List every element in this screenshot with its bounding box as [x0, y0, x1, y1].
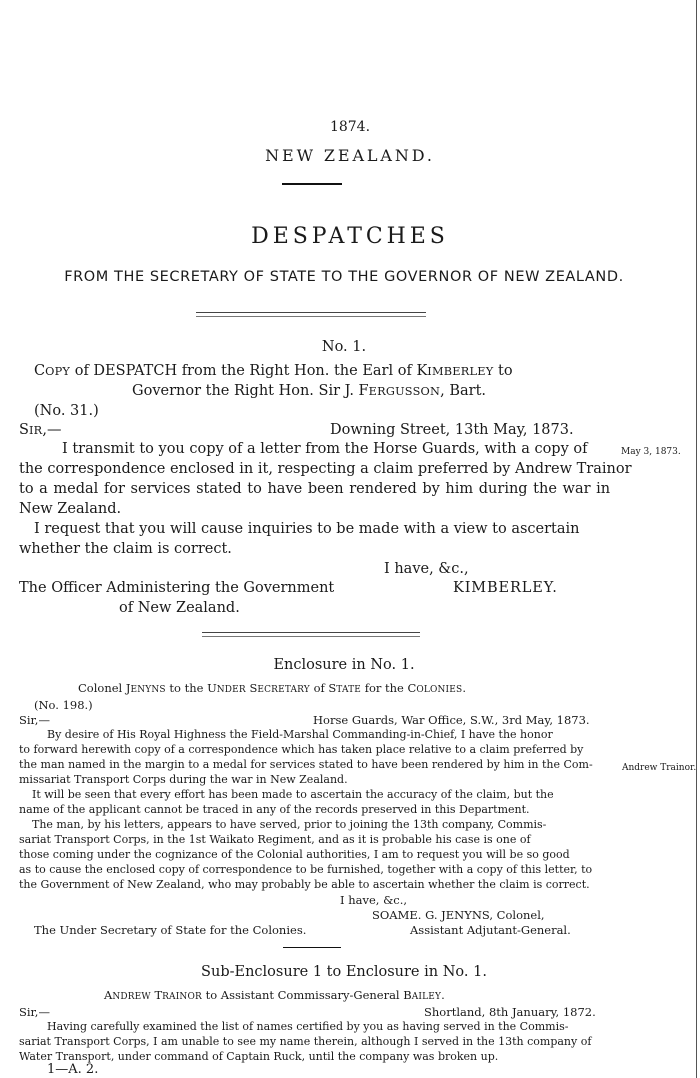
title2-text: Governor the Right Hon. Sir J. [132, 383, 354, 399]
enclosure-body-line: The man, by his letters, appears to have served, prior to joining the 13th company, Commis- [32, 818, 547, 831]
enc-sec-cap: S [249, 681, 258, 695]
enc-period: . [462, 681, 466, 695]
enclosure-from-to [78, 681, 466, 695]
sub-enclosure-body-line: sariat Transport Corps, I am unable to see my name therein, although I served in the 13th company of [19, 1035, 592, 1048]
title-copy-rest: OPY [45, 365, 71, 378]
sub-enclosure-body-line: Water Transport, under command of Captain Ruck, until the company was broken up. [19, 1050, 499, 1063]
despatch-body-line: I transmit to you copy of a letter from the Horse Guards, with a copy of [62, 441, 588, 457]
despatch-body-line: to a medal for services stated to have been rendered by him during the war in [19, 481, 611, 497]
title-earl-cap: K [416, 363, 428, 379]
despatch-body-line: New Zealand. [19, 501, 122, 517]
sub-enclosure-salutation: Sir,— [19, 1005, 50, 1019]
section-rule [202, 632, 420, 637]
sub-ba-rest: AILEY [411, 992, 442, 1002]
enclosure-body-line: to forward herewith copy of a correspondence which has taken place relative to a claim preferred by [19, 743, 584, 756]
enclosure-signature: SOAME. G. JENYNS, Colonel, [372, 908, 545, 922]
despatch-salutation [19, 422, 61, 438]
sub-period: . [441, 988, 445, 1002]
enc-state-cap: S [328, 681, 337, 695]
sub-to-acg: to Assistant Commissary-General [205, 988, 400, 1002]
despatch-place-date: Downing Street, 13th May, 1873. [330, 422, 574, 438]
title-copy-cap: C [34, 363, 46, 379]
sal-punct: ,— [42, 422, 62, 438]
title2-fer-rest: ERGUSSON [368, 385, 441, 398]
enc-sec-rest: ECRETARY [257, 685, 310, 695]
enclosure-body-line: name of the applicant cannot be traced in any of the records preserved in this Department. [19, 803, 530, 816]
title-to: to [498, 363, 513, 379]
enc-col-rest: OLONIES [416, 685, 463, 695]
enclosure-heading: Enclosure in No. 1. [273, 657, 415, 673]
enclosure-body-line: By desire of His Royal Highness the Field-Marshal Commanding-in-Chief, I have the honor [47, 728, 553, 741]
enc-col-cap: C [407, 681, 417, 695]
sal-rest: IR [28, 424, 43, 437]
enclosure-body-line: the Government of New Zealand, who may probably be able to ascertain whether the claim is correct. [19, 878, 590, 891]
enclosure-body-line: sariat Transport Corps, in the 1st Waikato Regiment, and as it is probable his case is one of [19, 833, 531, 846]
enclosure-margin-note: Andrew Trainor. [622, 763, 697, 773]
title2-fer-cap: F [358, 383, 369, 399]
despatch-addressee-1: The Officer Administering the Government [19, 580, 335, 596]
sub-enclosure-place-date: Shortland, 8th January, 1872. [424, 1005, 596, 1019]
sub-enclosure-from-to [104, 988, 445, 1002]
header-rule [282, 183, 342, 185]
sub-enclosure-heading: Sub-Enclosure 1 to Enclosure in No. 1. [201, 964, 487, 980]
subtitle-rule [196, 312, 426, 317]
despatch-margin-note: May 3, 1873. [621, 447, 681, 457]
enclosure-ref: (No. 198.) [34, 698, 93, 712]
despatch-title-line1 [34, 363, 513, 379]
enc-colonel: Colonel [78, 681, 123, 695]
sub-and-rest: NDREW [112, 992, 151, 1002]
enclosure-closing: I have, &c., [340, 893, 408, 907]
enclosure-salutation: Sir,— [19, 713, 50, 727]
enclosure-body-line: It will be seen that every effort has been made to ascertain the accuracy of the claim, but the [32, 788, 554, 801]
document-title: DESPATCHES [251, 224, 449, 249]
enc-jen-rest: ENYNS [130, 685, 166, 695]
despatch-body-line: whether the claim is correct. [19, 541, 232, 557]
enc-under-rest: NDER [216, 685, 246, 695]
enc-state-rest: TATE [336, 685, 362, 695]
despatch-addressee-2: of New Zealand. [119, 600, 240, 616]
despatch-number: No. 1. [321, 339, 367, 355]
country-title: NEW ZEALAND. [265, 146, 435, 165]
signature-mark: 1—A. 2. [47, 1062, 99, 1077]
enc-of: of [313, 681, 325, 695]
year: 1874. [329, 119, 371, 135]
document-subtitle: FROM THE SECRETARY OF STATE TO THE GOVERNOR OF NEW ZEALAND. [64, 269, 624, 285]
enclosure-signature-title: Assistant Adjutant-General. [410, 923, 571, 937]
despatch-ref: (No. 31.) [34, 403, 99, 419]
despatch-signature: KIMBERLEY. [453, 580, 558, 596]
despatch-closing: I have, &c., [384, 561, 469, 577]
enc-to-the: to the [169, 681, 204, 695]
title-earl-rest: IMBERLEY [427, 365, 494, 378]
sal-cap: S [19, 422, 29, 438]
sub-enclosure-body-line: Having carefully examined the list of names certified by you as having served in the Commis- [47, 1020, 569, 1033]
sub-tr-rest: RAINOR [162, 992, 202, 1002]
enclosure-body-line: the man named in the margin to a medal for services stated to have been rendered by him in the Com- [19, 758, 593, 771]
title2-bart: , Bart. [440, 383, 487, 399]
despatch-body-line: I request that you will cause inquiries to be made with a view to ascertain [34, 521, 580, 537]
sub-tr-cap: T [154, 988, 163, 1002]
enc-under-cap: U [207, 681, 217, 695]
enclosure-body-line: missariat Transport Corps during the war in New Zealand. [19, 773, 348, 786]
despatch-title-line2 [132, 383, 486, 399]
enclosure-body-line: as to cause the enclosed copy of correspondence to be furnished, together with a copy of this letter, to [19, 863, 593, 876]
despatch-body-line: the correspondence enclosed in it, respecting a claim preferred by Andrew Trainor [19, 461, 632, 477]
title-text: of DESPATCH from the Right Hon. the Earl of [74, 363, 412, 379]
sub-section-rule [283, 947, 341, 948]
sub-and-cap: A [104, 988, 113, 1002]
sub-ba-cap: B [403, 988, 412, 1002]
enclosure-addressee: The Under Secretary of State for the Colonies. [34, 923, 307, 937]
enc-jen-cap: J [125, 681, 131, 695]
enc-for-the: for the [364, 681, 404, 695]
enclosure-body-line: those coming under the cognizance of the Colonial authorities, I am to request you will be so good [19, 848, 570, 861]
enclosure-place-date: Horse Guards, War Office, S.W., 3rd May, 1873. [313, 713, 590, 727]
